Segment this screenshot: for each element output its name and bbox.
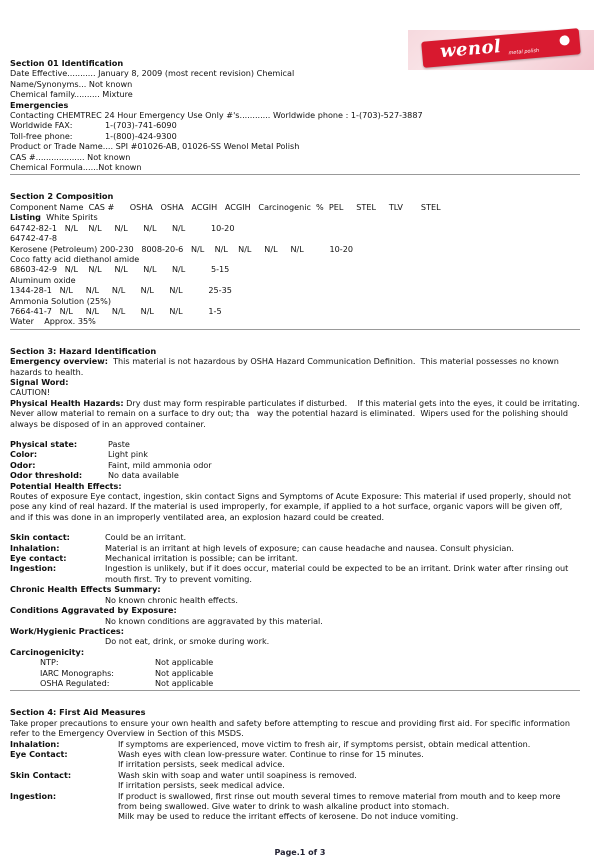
first-aid-label (10, 759, 118, 769)
first-aid-value: If irritation persists, seek medical advice. (118, 759, 285, 770)
text-line: Product or Trade Name.... SPI #01026-AB, 01026-SS Wenol Metal Polish (10, 141, 300, 152)
contact-label: Inhalation: (10, 542, 60, 553)
fax-value: 1-(703)-741-6090 (105, 120, 177, 131)
physical-hazards-text: Dry dust may form respirable particulates if disturbed. If this material gets into the eyes, it could be irritating. Never allow material to remain on a surface to dry out; tha way the potential hazard is eliminated. Wipers used for the polishing should always be disposed of in an approved container. (10, 397, 583, 429)
property-row (10, 470, 580, 480)
contact-row (10, 553, 580, 563)
first-aid-label: Skin Contact: (10, 769, 72, 780)
first-aid-label: Ingestion: (10, 790, 57, 801)
property-value: Faint, mild ammonia odor (108, 459, 212, 470)
composition-row: 7664-41-7 N/L N/L N/L N/L N/L 1-5 (10, 305, 222, 316)
first-aid-row (10, 811, 580, 821)
section-title: Section 2 Composition (10, 191, 114, 202)
composition-row: 1344-28-1 N/L N/L N/L N/L N/L 25-35 (10, 285, 232, 296)
first-aid-value: If irritation persists, seek medical advice. (118, 780, 285, 791)
property-row (10, 449, 580, 459)
property-value: Light pink (108, 449, 148, 460)
contact-row (10, 543, 580, 553)
first-aid-value: If symptoms are experienced, move victim to fresh air, if symptoms persist, obtain medical attention. (118, 738, 531, 749)
property-row (10, 460, 580, 470)
carcinogenicity-row (10, 657, 580, 667)
carc-source: NTP: (40, 657, 59, 668)
carcinogenicity-row (10, 678, 580, 688)
physical-hazards (10, 397, 583, 429)
carc-source: IARC Monographs: (40, 667, 115, 678)
contact-label: Skin contact: (10, 532, 70, 543)
property-label: Odor threshold: (10, 470, 83, 481)
property-value: No data available (108, 470, 179, 481)
composition-header: Component Name CAS # OSHA OSHA ACGIH ACGIH Carcinogenic % PEL STEL TLV STEL (10, 201, 441, 212)
listing-text: White Spirits (40, 212, 98, 223)
fax-row (10, 120, 580, 130)
logo-subtitle: metal polish (508, 47, 540, 57)
signal-word-value: CAUTION! (10, 387, 51, 398)
text-line: Contacting CHEMTREC 24 Hour Emergency Use Only #'s............ Worldwide phone : 1-(703)-527-3887 (10, 110, 423, 121)
overview-text: This material is not hazardous by OSHA Hazard Communication Definition. This material possesses no known hazards to health. (10, 356, 562, 377)
potential-effects-label: Potential Health Effects: (10, 480, 122, 491)
section-first-aid (10, 707, 580, 821)
section-composition (10, 191, 580, 329)
carcinogenicity-label: Carcinogenicity: (10, 646, 85, 657)
text-line: Chemical family.......... Mixture (10, 89, 133, 100)
section-identification (10, 58, 580, 175)
first-aid-label (10, 811, 118, 821)
first-aid-label: Inhalation: (10, 738, 60, 749)
composition-row: Kerosene (Petroleum) 200-230 8008-20-6 N/L N/L N/L N/L N/L 10-20 (10, 243, 353, 254)
property-row (10, 439, 580, 449)
first-aid-value: If product is swallowed, first rinse out mouth several times to remove material from mouth and to keep more from being swallowed. Give water to drink to wash alkaline product into stomach. (118, 790, 561, 811)
section-title: Section 4: First Aid Measures (10, 707, 146, 718)
text-line: Chemical Formula......Not known (10, 162, 142, 173)
contact-value: Ingestion is unlikely, but if it does occur, material could be expected to be an irritant. Drink water after rinsing out mouth first. Try to prevent vomiting. (105, 563, 569, 584)
toll-free-row (10, 131, 580, 141)
emergency-overview (10, 356, 580, 377)
property-label: Odor: (10, 459, 36, 470)
first-aid-row (10, 759, 580, 769)
routes-text: Routes of exposure Eye contact, ingestion, skin contact Signs and Symptoms of Acute Exposure: This material if used properly, should not pose any kind of real hazard. If the material is used improperly, for example, if applied to a hot surface, organic vapors will be given off, and if this was done in an improperly ventilated area, an explosion hazard could be created. (10, 491, 571, 522)
carcinogenicity-row (10, 668, 580, 678)
toll-free-value: 1-(800)-424-9300 (105, 130, 177, 141)
composition-row: 64742-47-8 (10, 233, 58, 244)
aggravated-label: Conditions Aggravated by Exposure: (10, 605, 177, 616)
emergencies-heading: Emergencies (10, 99, 69, 110)
contact-row (10, 532, 580, 542)
first-aid-row (10, 739, 580, 749)
first-aid-value: Milk may be used to reduce the irritant effects of kerosene. Do not induce vomiting. (118, 811, 459, 822)
contact-value: Material is an irritant at high levels of exposure; can cause headache and nausea. Consult physician. (105, 542, 514, 553)
section-title: Section 3: Hazard Identification (10, 345, 157, 356)
signal-word-label: Signal Word: (10, 376, 69, 387)
section-hazard (10, 345, 583, 692)
first-aid-row (10, 770, 580, 780)
property-label: Color: (10, 449, 38, 460)
first-aid-value: Wash eyes with clean low-pressure water. Continue to rinse for 15 minutes. (118, 748, 424, 759)
property-value: Paste (108, 439, 130, 449)
composition-row: Coco fatty acid diethanol amide (10, 253, 140, 264)
carc-source: OSHA Regulated: (40, 677, 110, 688)
composition-row: Aluminum oxide (10, 274, 76, 285)
aggravated-value: No known conditions are aggravated by this material. (105, 615, 323, 626)
chronic-label: Chronic Health Effects Summary: (10, 584, 161, 595)
first-aid-label (10, 780, 118, 790)
document-page (10, 0, 583, 822)
section-title: Section 01 Identification (10, 58, 124, 68)
work-practices-value: Do not eat, drink, or smoke during work. (105, 636, 270, 647)
work-practices-label: Work/Hygienic Practices: (10, 625, 124, 636)
first-aid-value: Wash skin with soap and water until soapiness is removed. (118, 769, 357, 780)
chronic-value: No known chronic health effects. (105, 594, 238, 605)
composition-row: Water Approx. 35% (10, 316, 96, 327)
contact-label: Ingestion: (10, 563, 57, 574)
contact-label: Eye contact: (10, 553, 67, 564)
carc-value: Not applicable (155, 667, 214, 678)
toll-free-label: Toll-free phone: (10, 130, 73, 141)
carc-value: Not applicable (155, 657, 214, 668)
physical-hazards-label: Physical Health Hazards: (10, 397, 124, 408)
contact-value: Could be an irritant. (105, 532, 187, 543)
fax-label: Worldwide FAX: (10, 120, 73, 131)
listing-label: Listing (10, 212, 41, 223)
first-aid-row (10, 780, 580, 790)
composition-row: 64742-82-1 N/L N/L N/L N/L N/L 10-20 (10, 222, 235, 233)
logo-wordmark: wenol (439, 36, 503, 63)
first-aid-row (10, 791, 580, 812)
text-line: Date Effective........... January 8, 2009 (most recent revision) Chemical (10, 68, 295, 79)
text-line: Name/Synonyms... Not known (10, 78, 133, 89)
text-line: CAS #................... Not known (10, 151, 131, 162)
first-aid-intro: Take proper precautions to ensure your own health and safety before attempting to rescue and providing first aid. For specific information refer to the Emergency Overview in Section of this MSDS. (10, 717, 570, 739)
overview-label: Emergency overview: (10, 356, 108, 367)
composition-row: 68603-42-9 N/L N/L N/L N/L N/L 5-15 (10, 264, 230, 275)
listing-line (10, 212, 580, 222)
contact-row (10, 563, 580, 584)
first-aid-row (10, 749, 580, 759)
property-label: Physical state: (10, 439, 78, 449)
contact-value: Mechanical irritation is possible; can be irritant. (105, 553, 298, 564)
composition-row: Ammonia Solution (25%) (10, 295, 112, 306)
page-number: Page.1 of 3 (274, 848, 326, 857)
first-aid-label: Eye Contact: (10, 748, 68, 759)
carc-value: Not applicable (155, 677, 214, 688)
